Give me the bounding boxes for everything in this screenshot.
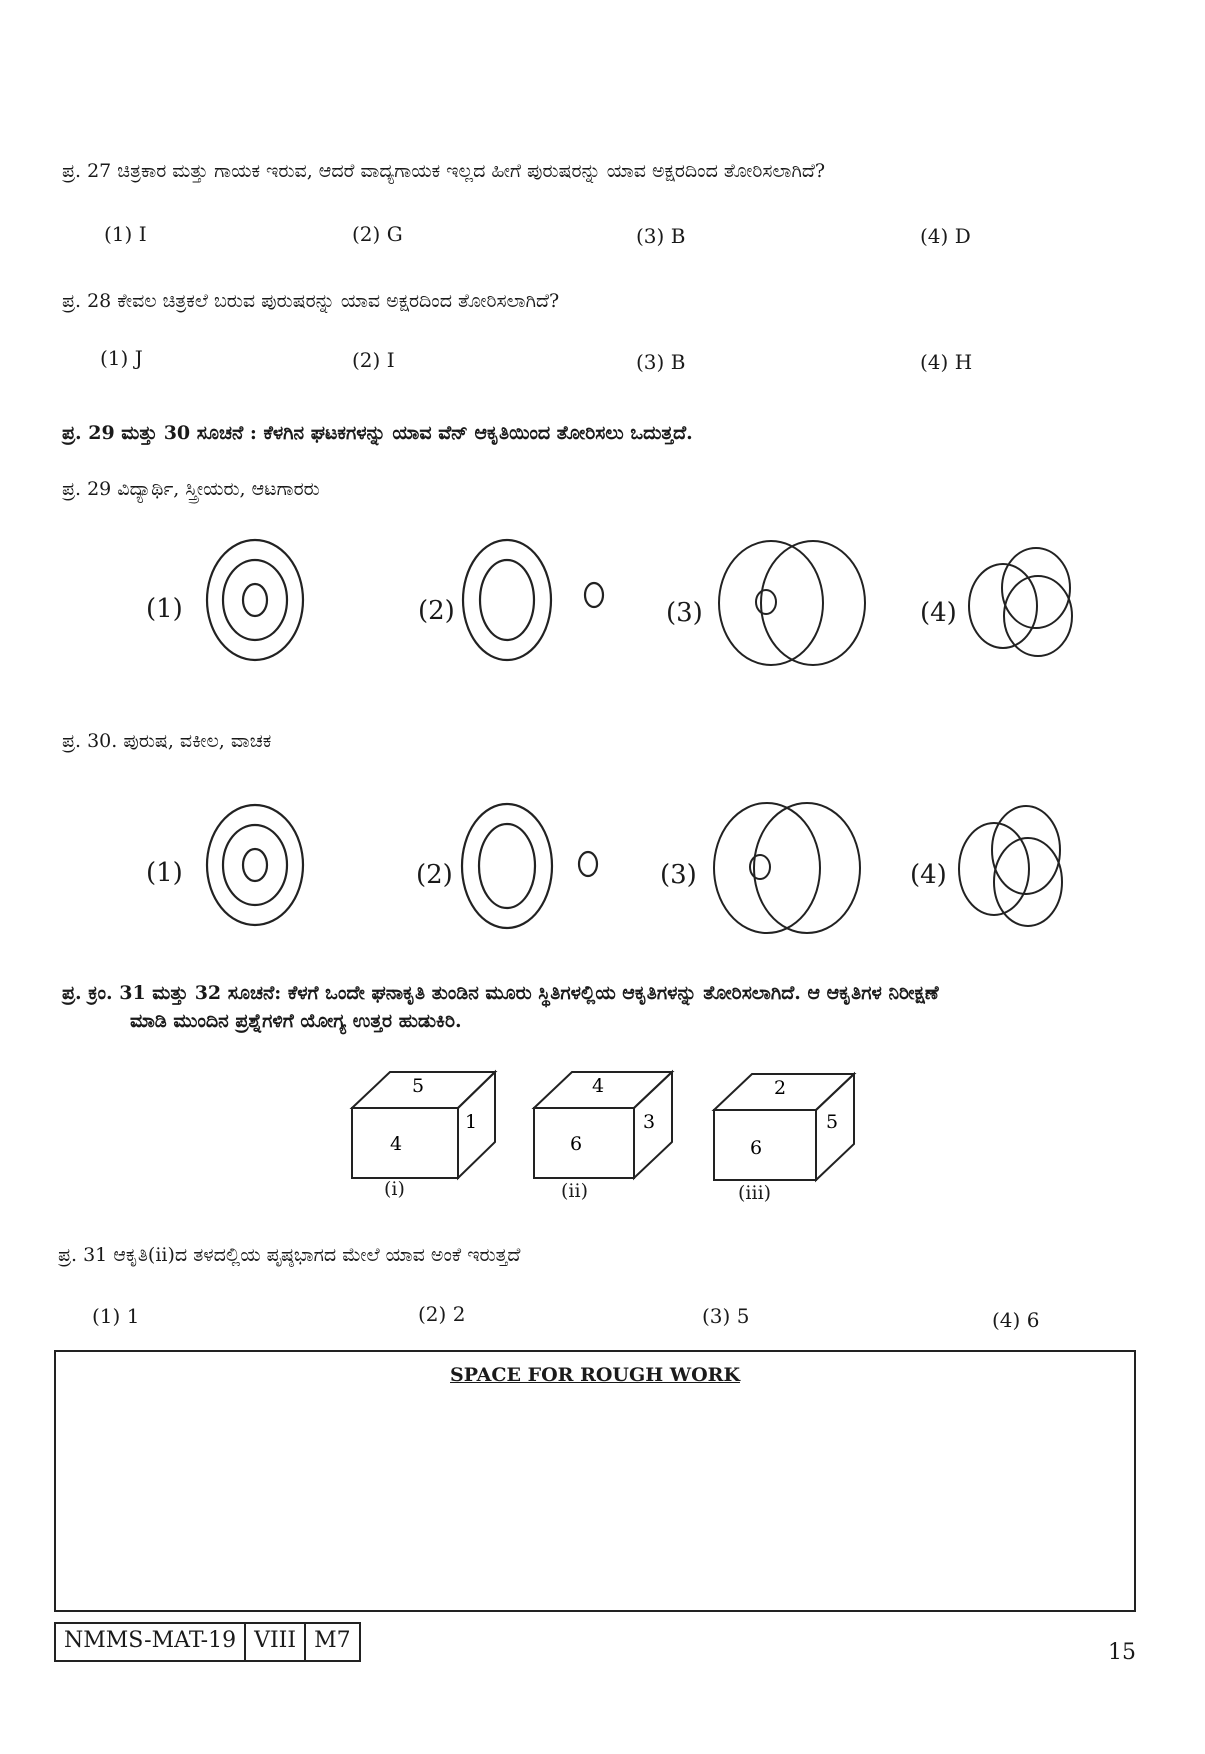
cube-ii-label: (ii)	[561, 1180, 588, 1202]
footer-class: VIII	[246, 1624, 306, 1660]
instruction-31-32-line2: ಮಾಡಿ ಮುಂದಿನ ಪ್ರಶ್ನೆಗಳಿಗೆ ಯೋಗ್ಯ ಉತ್ತರ ಹುಡುಕಿರಿ.	[130, 1010, 462, 1032]
q31-option-4: (4) 6	[992, 1308, 1040, 1332]
cube-iii-front-face: 6	[749, 1137, 763, 1159]
q27-option-4: (4) D	[920, 224, 971, 248]
q29-venn-nested-separate	[462, 535, 602, 665]
q29-figure-label-4: (4)	[920, 598, 957, 628]
rough-work-title: SPACE FOR ROUGH WORK	[450, 1364, 740, 1386]
cube-ii-side-face: 3	[643, 1111, 656, 1133]
cube-iii-side-face: 5	[826, 1111, 839, 1133]
q27-option-1: (1) I	[104, 222, 147, 246]
q30-venn-three-overlap	[958, 802, 1068, 932]
footer-paper-code	[54, 1622, 361, 1662]
q29-venn-concentric	[200, 535, 310, 665]
cube-figure-iii	[712, 1070, 862, 1182]
cube-iii-top-face: 2	[773, 1077, 787, 1099]
cube-ii-top-face: 4	[591, 1075, 605, 1097]
q27-option-2: (2) G	[352, 222, 403, 246]
footer-set: M7	[314, 1628, 351, 1653]
q28-option-3: (3) B	[636, 350, 686, 374]
q30-venn-overlap-small	[712, 800, 862, 936]
cube-i-front-face: 4	[389, 1133, 403, 1155]
cube-iii-label: (iii)	[738, 1182, 772, 1204]
instruction-31-32-line1: ಪ್ರ. ಕ್ರಂ. 31 ಮತ್ತು 32 ಸೂಚನೆ: ಕೆಳಗೆ ಒಂದೇ ಘನಾಕೃತಿ ತುಂಡಿನ ಮೂರು ಸ್ಥಿತಿಗಳಲ್ಲಿಯ ಆಕೃತಿಗಳನ್ನು ತೋರಿಸಲಾಗಿದೆ. ಆ ಆಕೃತಿಗಳ ನಿರೀಕ್ಷಣೆ	[62, 982, 939, 1004]
q28-option-1: (1) J	[100, 346, 143, 370]
cube-i-side-face: 1	[465, 1111, 478, 1133]
cube-figure-ii	[532, 1068, 682, 1180]
q30-figure-label-3: (3)	[660, 860, 697, 890]
cube-i-label: (i)	[384, 1178, 405, 1200]
q28-option-2: (2) I	[352, 348, 395, 372]
question-28: ಪ್ರ. 28 ಕೇವಲ ಚಿತ್ರಕಲೆ ಬರುವ ಪುರುಷರನ್ನು ಯಾವ ಅಕ್ಷರದಿಂದ ತೋರಿಸಲಾಗಿದೆ?	[62, 290, 560, 312]
cube-i-top-face: 5	[411, 1075, 425, 1097]
q29-venn-three-overlap	[968, 546, 1078, 658]
q30-figure-label-4: (4)	[910, 860, 947, 890]
q31-option-1: (1) 1	[92, 1304, 140, 1328]
rough-work-box	[54, 1350, 1136, 1612]
question-27: ಪ್ರ. 27 ಚಿತ್ರಕಾರ ಮತ್ತು ಗಾಯಕ ಇರುವ, ಆದರೆ ವಾದ್ಯಗಾಯಕ ಇಲ್ಲದ ಹೀಗೆ ಪುರುಷರನ್ನು ಯಾವ ಅಕ್ಷರದಿಂದ ತೋರಿಸಲಾಗಿದೆ?	[62, 160, 826, 182]
q27-option-3: (3) B	[636, 224, 686, 248]
q28-option-4: (4) H	[920, 350, 973, 374]
q30-figure-label-2: (2)	[416, 860, 453, 890]
q30-venn-nested-separate	[460, 800, 600, 932]
cube-figure-i	[350, 1068, 500, 1180]
cube-ii-front-face: 6	[569, 1133, 583, 1155]
page-number: 15	[1108, 1640, 1136, 1665]
q29-figure-label-3: (3)	[666, 598, 703, 628]
footer-code: NMMS-MAT-19	[56, 1624, 246, 1660]
question-30: ಪ್ರ. 30. ಪುರುಷ, ವಕೀಲ, ವಾಚಕ	[62, 730, 272, 752]
q29-venn-overlap-small	[718, 538, 868, 668]
q29-figure-label-1: (1)	[146, 594, 183, 624]
instruction-29-30: ಪ್ರ. 29 ಮತ್ತು 30 ಸೂಚನೆ : ಕೆಳಗಿನ ಘಟಕಗಳನ್ನು ಯಾವ ವೆನ್ ಆಕೃತಿಯಿಂದ ತೋರಿಸಲು ಒದುತ್ತದೆ.	[62, 422, 693, 444]
q31-option-3: (3) 5	[702, 1304, 750, 1328]
q29-figure-label-2: (2)	[418, 596, 455, 626]
q31-option-2: (2) 2	[418, 1302, 466, 1326]
question-31: ಪ್ರ. 31 ಆಕೃತಿ(ii)ದ ತಳದಲ್ಲಿಯ ಪೃಷ್ಠಭಾಗದ ಮೇಲೆ ಯಾವ ಅಂಕೆ ಇರುತ್ತದೆ	[58, 1244, 521, 1266]
question-29: ಪ್ರ. 29 ವಿದ್ಯಾರ್ಥಿ, ಸ್ತ್ರೀಯರು, ಆಟಗಾರರು	[62, 478, 320, 500]
q30-venn-concentric	[200, 800, 310, 930]
q30-figure-label-1: (1)	[146, 858, 183, 888]
